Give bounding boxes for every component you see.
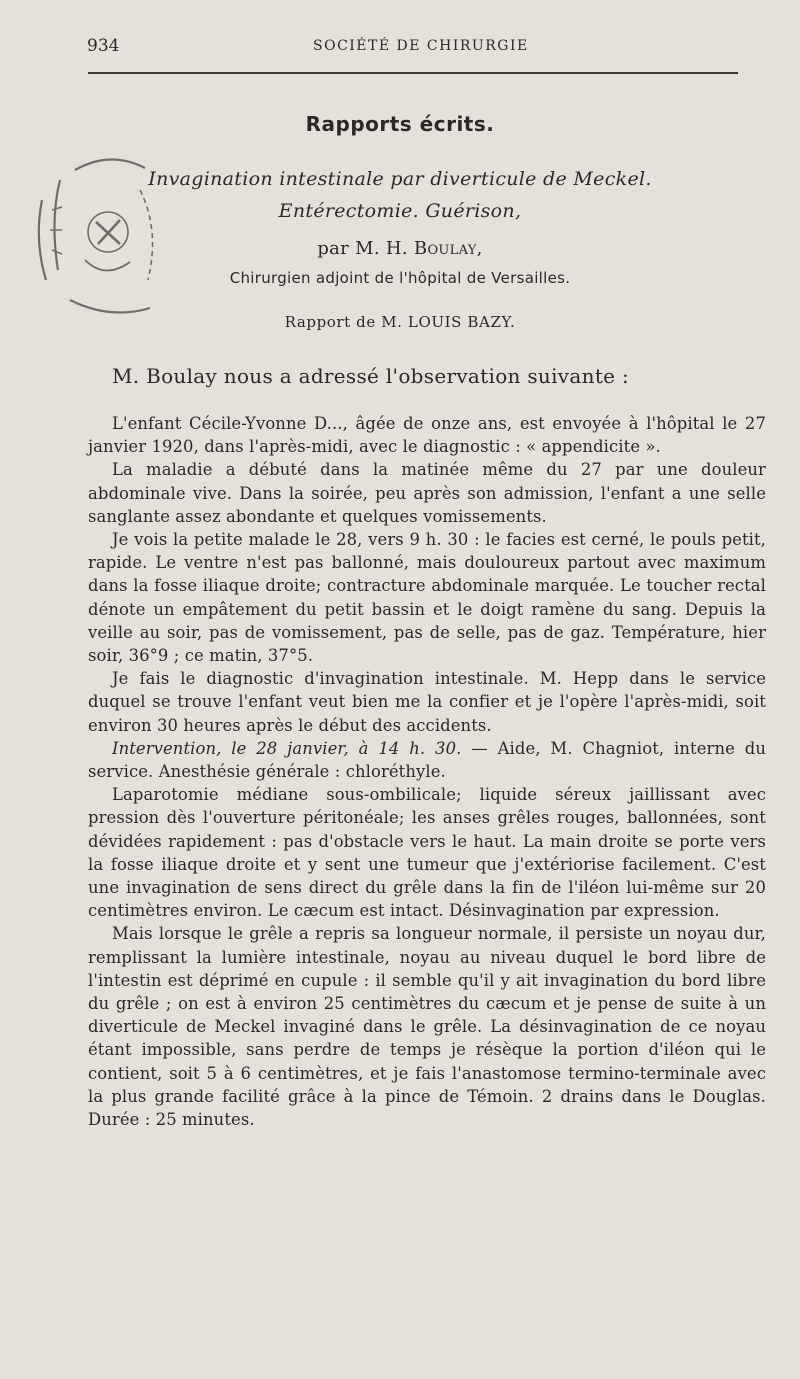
paragraph: Laparotomie médiane sous-ombilicale; liquide séreux jaillissant avec pression dès l'ouverture péritonéale; les anses grêles rouges, ballonnées, sont dévidées rapidement : pas d'obstacle vers le haut. La main droite se porte vers la fosse iliaque droite et y sent une tumeur que j'extériorise facilement. C'est une invagination de sens direct du grêle dans la fin de l'iléon lui-même sur 20 centimètres environ. Le cæcum est intact. Désinvagination par expression. bbox=[88, 785, 766, 921]
article-author bbox=[0, 238, 800, 259]
article-title-line1: Invagination intestinale par diverticule de Meckel. bbox=[148, 168, 652, 190]
rapporteur-prefix: Rapport de M. bbox=[284, 313, 408, 331]
author-affiliation: Chirurgien adjoint de l'hôpital de Versailles. bbox=[229, 269, 571, 287]
rapporteur-name: LOUIS BAZY. bbox=[407, 313, 516, 331]
intervention-label: Intervention, le 28 janvier, à 14 h. 30. bbox=[112, 738, 462, 758]
article-body bbox=[88, 412, 766, 1131]
paragraph bbox=[88, 737, 766, 783]
header-rule bbox=[88, 72, 738, 74]
paragraph: Je fais le diagnostic d'invagination intestinale. M. Hepp dans le service duquel se trouve l'enfant veut bien me la confier et je l'opère l'après-midi, soit environ 30 heures après le début des accidents. bbox=[88, 669, 766, 735]
running-title: SOCIÉTÉ DE CHIRURGIE bbox=[313, 38, 529, 54]
paragraph: La maladie a débuté dans la matinée même du 27 par une douleur abdominale vive. Dans la soirée, peu après son admission, l'enfant a une selle sanglante assez abondante et quelques vomissements. bbox=[88, 460, 766, 526]
rapporteur bbox=[0, 313, 800, 331]
author-name: Boulay, bbox=[413, 238, 483, 259]
intro-sentence: M. Boulay nous a adressé l'observation suivante : bbox=[112, 364, 629, 388]
paragraph: Je vois la petite malade le 28, vers 9 h. 30 : le facies est cerné, le pouls petit, rapide. Le ventre n'est pas ballonné, mais douloureux partout avec maximum dans la fosse iliaque droite; contracture abdominale marquée. Le toucher rectal dénote un empâtement du petit bassin et le doigt ramène du sang. Depuis la veille au soir, pas de vomissement, pas de selle, pas de gaz. Température, hier soir, 36°9 ; ce matin, 37°5. bbox=[88, 530, 766, 666]
page-number: 934 bbox=[87, 36, 120, 56]
section-title: Rapports écrits. bbox=[305, 112, 495, 136]
paragraph: Mais lorsque le grêle a repris sa longueur normale, il persiste un noyau dur, remplissant la lumière intestinale, noyau au niveau duquel le bord libre de l'intestin est déprimé en cupule : il semble qu'il y ait invagination du bord libre du grêle ; on est à environ 25 centimètres du cæcum et je pense de suite à un diverticule de Meckel invaginé dans le grêle. La désinvagination de ce noyau étant impossible, sans perdre de temps je résèque la portion d'iléon qui le contient, soit 5 à 6 centimètres, et je fais l'anastomose termino-terminale avec la plus grande facilité grâce à la pince de Témoin. 2 drains dans le Douglas. Durée : 25 minutes. bbox=[88, 924, 766, 1130]
article-title-line2: Entérectomie. Guérison, bbox=[278, 200, 522, 222]
paragraph: L'enfant Cécile-Yvonne D..., âgée de onze ans, est envoyée à l'hôpital le 27 janvier 1920, dans l'après-midi, avec le diagnostic : « appendicite ». bbox=[88, 414, 766, 457]
author-prefix: par M. H. bbox=[317, 238, 414, 259]
running-header bbox=[0, 36, 800, 60]
intervention-text: — Aide, M. Chagniot, interne du service. Anesthésie générale : chloréthyle. bbox=[88, 738, 766, 782]
